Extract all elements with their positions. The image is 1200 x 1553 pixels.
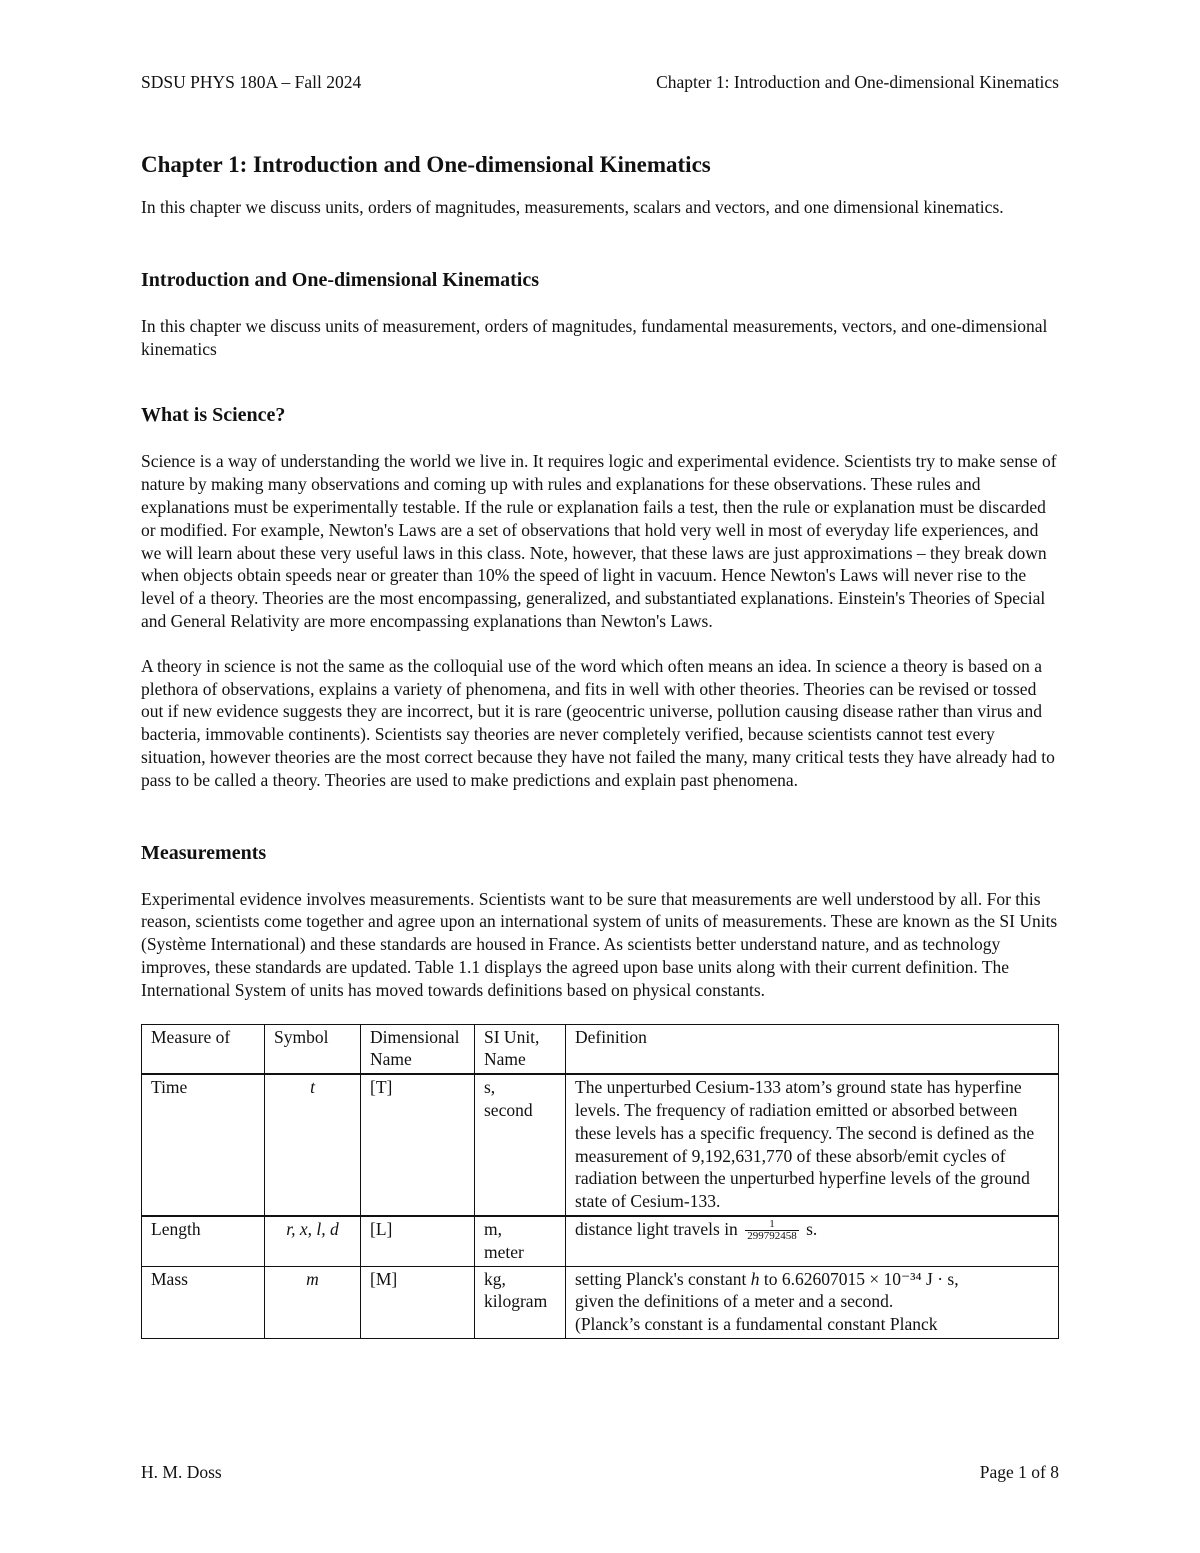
table-cell-measure: Time <box>142 1074 265 1216</box>
table-header-cell: SI Unit, Name <box>475 1024 566 1074</box>
unit-name: kilogram <box>484 1291 548 1312</box>
fraction-numerator: 1 <box>745 1219 799 1231</box>
footer-author: H. M. Doss <box>141 1462 222 1482</box>
table-cell-measure: Length <box>142 1216 265 1266</box>
table-row <box>142 1266 1059 1338</box>
page-content <box>141 150 1059 1339</box>
section-heading-science: What is Science? <box>141 404 286 427</box>
table-cell-dim: [M] <box>361 1266 475 1338</box>
footer-page-number: Page 1 of 8 <box>979 1462 1059 1482</box>
definition-value: to 6.62607015 × 10⁻³⁴ J · s, <box>763 1268 959 1289</box>
table-cell-symbol: t <box>265 1074 361 1216</box>
chapter-title: Chapter 1: Introduction and One-dimensional Kinematics <box>141 152 711 177</box>
table-cell-unit <box>475 1216 566 1266</box>
table-header-cell: Definition <box>566 1024 1059 1074</box>
section-intro-text: In this chapter we discuss units of measurement, orders of magnitudes, fundamental measurements, vectors, and one-dimensional kinematics <box>141 315 1048 359</box>
unit-name: second <box>484 1099 533 1120</box>
table-cell-symbol: r, x, l, d <box>265 1216 361 1266</box>
unit-name: meter <box>484 1241 524 1262</box>
measurements-paragraph: Experimental evidence involves measurements. Scientists want to be sure that measurements are well understood by all. For this reason, scientists come together and agree upon an international system of units of measurements. These are known as the SI Units (Système International) and these standards are housed in France. As scientists better understand nature, and as technology improves, these standards are updated. Table 1.1 displays the agreed upon base units along with their current definition. The International System of units has moved towards definitions based on physical constants. <box>141 888 1058 1000</box>
chapter-intro: In this chapter we discuss units, orders of magnitudes, measurements, scalars and vectors, and one dimensional kinematics. <box>141 197 1004 217</box>
unit-symbol: s, <box>484 1077 496 1098</box>
planck-symbol: h <box>750 1268 760 1289</box>
definition-text: setting Planck's constant <box>575 1268 747 1289</box>
section-heading-measurements: Measurements <box>141 841 267 864</box>
table-row <box>142 1216 1059 1266</box>
table-cell-unit <box>475 1074 566 1216</box>
header-course: SDSU PHYS 180A – Fall 2024 <box>141 72 362 92</box>
section-heading-intro: Introduction and One-dimensional Kinematics <box>141 268 540 291</box>
table-cell-symbol: m <box>265 1266 361 1338</box>
table-cell-dim: [T] <box>361 1074 475 1216</box>
header-chapter: Chapter 1: Introduction and One-dimensional Kinematics <box>656 72 1059 92</box>
table-header-row <box>142 1024 1059 1074</box>
table-cell-definition: The unperturbed Cesium-133 atom’s ground state has hyperfine levels. The frequency of radiation emitted or absorbed between these levels has a specific frequency. The second is defined as the measurement of 9,192,631,770 of these absorb/emit cycles of radiation between the unperturbed hyperfine levels of the ground state of Cesium-133. <box>566 1074 1059 1216</box>
table-cell-unit <box>475 1266 566 1338</box>
fraction-denominator: 299792458 <box>747 1230 797 1243</box>
table-header-cell: Measure of <box>142 1024 265 1074</box>
table-cell-definition <box>566 1266 1059 1338</box>
unit-symbol: m, <box>484 1218 502 1239</box>
unit-symbol: kg, <box>484 1268 506 1289</box>
table-header-cell: Dimensional Name <box>361 1024 475 1074</box>
table-cell-dim: [L] <box>361 1216 475 1266</box>
definition-suffix: s. <box>806 1218 818 1239</box>
science-paragraph-1: Science is a way of understanding the world we live in. It requires logic and experimental evidence. Scientists try to make sense of nature by making many observations and coming up with rules and explanations for these observations. These rules and explanations must be experimentally testable. If the rule or explanation fails a test, then the rule or explanation must be discarded or modified. For example, Newton's Laws are a set of observations that hold very well in most of everyday life experiences, and we will learn about these very useful laws in this class. Note, however, that these laws are just approximations – they break down when objects obtain speeds near or greater than 10% the speed of light in vacuum. Hence Newton's Laws will never rise to the level of a theory. Theories are the most encompassing, generalized, and substantiated explanations. Einstein's Theories of Special and General Relativity are more encompassing explanations than Newton's Laws. <box>141 451 1057 631</box>
definition-prefix: distance light travels in <box>575 1218 738 1239</box>
si-units-table <box>141 1024 1059 1339</box>
definition-line-3: (Planck’s constant is a fundamental constant Planck <box>575 1314 938 1335</box>
definition-line-2: given the definitions of a meter and a second. <box>575 1291 894 1312</box>
table-cell-measure: Mass <box>142 1266 265 1338</box>
table-row <box>142 1074 1059 1216</box>
science-paragraph-2: A theory in science is not the same as the colloquial use of the word which often means an idea. In science a theory is based on a plethora of observations, explains a variety of phenomena, and fits in well with other theories. Theories can be revised or tossed out if new evidence suggests they are incorrect, but it is rare (geocentric universe, pollution causing disease rather than virus and bacteria, immovable continents). Scientists say theories are never completely verified, because scientists cannot test every situation, however theories are the most correct because they have not failed the many, many critical tests they have already had to pass to be called a theory. Theories are used to make predictions and explain past phenomena. <box>141 655 1055 790</box>
table-header-cell: Symbol <box>265 1024 361 1074</box>
fraction <box>745 1219 799 1242</box>
table-cell-definition <box>566 1216 1059 1266</box>
